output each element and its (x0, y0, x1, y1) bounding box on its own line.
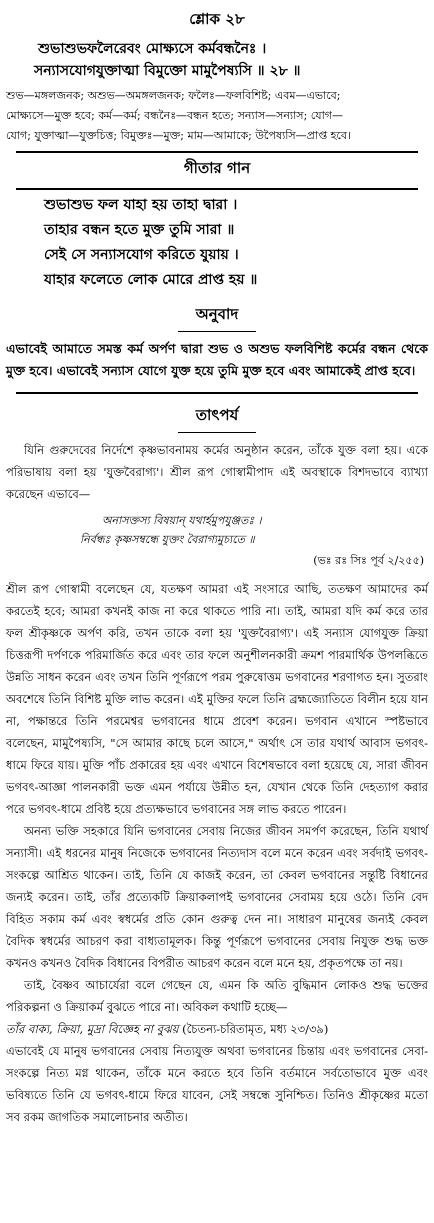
song-line-3: সেই সে সন্যাসযোগ করিতে যুয়ায় । (44, 247, 239, 263)
translation-heading-wrap (6, 303, 428, 332)
translation-heading: অনুবাদ (178, 303, 257, 332)
synonyms-line-2: মোক্ষ্যসে—মুক্ত হবে; কর্ম—কর্ম; বন্ধনৈঃ—বন্ধন হতে; সন্যাস—সন্যাস; যোগ— (6, 109, 343, 122)
song-line-2: তাহার বন্ধন হতে মুক্ত তুমি সারা ॥ (44, 222, 235, 238)
purport-paragraph-2: শ্রীল রূপ গোস্বামী বলেছেন যে, যতক্ষণ আমরা এই সংসারে আছি, ততক্ষণ আমাদের কর্ম করতেই হবে; আমরা কখনই কাজ না করে থাকতে পারি না। তাই, আমরা যদি কর্ম করে তার ফল শ্রীকৃষ্ণকে অর্পণ করি, তখন তাকে বলা হয় 'যুক্তবৈরাগ্য'। এই সন্যাস যোগযুক্ত ক্রিয়া চিত্তরূপী দর্পণকে পরিমার্জিত করে এবং তার ফলে অনুশীলনকারী ক্রমশ পারমার্থিক উপলব্ধিতে উন্নতি সাধন করেন এবং তখন তিনি পূর্ণরূপে পরম পুরুষোত্তম ভগবানের শরণাগত হন। সুতরাং অবশেষে তিনি বিশিষ্ট মুক্তি লাভ করেন। এই মুক্তির ফলে তিনি ব্রহ্মজ্যোতিতে বিলীন হয়ে যান না, পক্ষান্তরে তিনি পরমেশ্বর ভগবানের ধামে প্রবেশ করেন। ভগবান এখানে স্পষ্টভাবে বলেছেন, মামুপৈষ্যসি, "সে আমার কাছে চলে আসে," অর্থাৎ সে তার যথার্থ আবাস ভগবৎ-ধামে ফিরে যায়। মুক্তি পাঁচ প্রকারের হয় এবং এখানে বিশেষভাবে বলা হয়েছে যে, সারা জীবন ভগবৎ-আজ্ঞা পালনকারী ভক্ত এমন পর্যায়ে উন্নীত হন, যেখান থেকে তিনি দেহত্যাগ করার পরে ভগবৎ-ধামে প্রবিষ্ট হয়ে প্রত্যক্ষভাবে ভগবানের সঙ্গ লাভ করতে পারেন। (6, 582, 428, 816)
inline-quote-reference: (চৈতন্য-চরিতামৃত, মধ্য ২৩/৩৯) (182, 1022, 329, 1036)
song-line-4: যাহার ফলেতে লোক মোরে প্রাপ্ত হয় ॥ (44, 272, 258, 288)
purport-quote (6, 511, 428, 549)
quote-line-2: নির্বন্ধঃ কৃষ্ণসম্বন্ধে যুক্তং বৈরাগ্যমুচ্যতে ॥ (80, 533, 255, 546)
purport-heading-wrap (6, 404, 428, 433)
song-line-1: শুভাশুভ ফল যাহা হয় তাহা দ্বারা । (44, 197, 238, 213)
song-verse (6, 193, 428, 293)
purport-paragraph-3: অনন্য ভক্তি সহকারে যিনি ভগবানের সেবায় নিজের জীবন সমর্পণ করেছেন, তিনি যথার্থ সন্যাসী। এই ধরনের মানুষ নিজেকে ভগবানের নিত্যদাস বলে মনে করেন এবং সর্বদাই ভগবৎ-সংকল্পে আশ্রিত থাকেন। তাই, তিনি যে কাজই করেন, তা কেবল ভগবানের সন্তুষ্টি বিধানের জন্যই করেন। তাই, তাঁর প্রত্যেকটি ক্রিয়াকলাপই ভগবানের সেবাময় হয়ে ওঠে। তিনি বেদ বিহিত সকাম কর্ম এবং স্বধর্মের প্রতি কোন গুরুত্ব দেন না। সাধারণ মানুষের জন্যই কেবল বৈদিক স্বধর্মের আচরণ করা বাধ্যতামূলক। কিন্তু পূর্ণরূপে ভগবানের সেবায় নিযুক্ত শুদ্ধ ভক্ত কখনও কখনও বৈদিক বিধানের বিপরীত আচরণ করেন বলে মনে হয়, প্রকৃতপক্ষে তা নয়। (6, 824, 428, 970)
purport-inline-quote (6, 1018, 428, 1040)
section-divider (16, 392, 418, 394)
synonyms-line-1: শুভ—মঙ্গলজনক; অশুভ—অমঙ্গলজনক; ফলৈঃ—ফলবিশিষ্ট; এবম—এভাবে; (6, 89, 341, 102)
synonyms (6, 86, 428, 146)
purport-paragraph-5: এভাবেই যে মানুষ ভগবানের সেবায় নিত্যযুক্ত অথবা ভগবানের চিন্তায় এবং ভগবানের সেবা-সংকল্পে নিত্য মগ্ন থাকেন, তাঁকে মনে করতে হবে তিনি বর্তমানে সর্বতোভাবে মুক্ত এবং ভবিষ্যতে তিনি যে ভগবৎ-ধামে ফিরে যাবেন, সেই সম্বন্ধে সুনিশ্চিত। তিনিও শ্রীকৃষ্ণের মতো সব রকম জাগতিক সমালোচনার অতীত। (6, 1044, 428, 1124)
sanskrit-line-1: শুভাশুভফলৈরেবং মোক্ষ্যসে কর্মবন্ধনৈঃ । (38, 41, 267, 57)
song-heading: গীতার গান (16, 151, 418, 190)
purport-paragraph-1: যিনি গুরুদেবের নির্দেশে কৃষ্ণভাবনাময় কর্মের অনুষ্ঠান করেন, তাঁকে যুক্ত বলা হয়। একে পরিভাষায় বলা হয় 'যুক্তবৈরাগ্য'। শ্রীল রূপ গোস্বামীপাদ এই অবস্থাকে বিশদভাবে ব্যাখ্যা করেছেন এভাবে— (6, 443, 428, 501)
synonyms-line-3: যোগ; যুক্তাত্মা—যুক্তচিত্ত; বিমুক্তঃ—মুক্ত; মাম—আমাকে; উপৈষ্যসি—প্রাপ্ত হবে। (6, 129, 351, 142)
quote-reference: (ভঃ রঃ সিঃ পূর্ব ২/২৫৫) (313, 554, 424, 567)
purport-heading: তাৎপর্য (178, 404, 256, 433)
purport-paragraph-4: তাই, বৈষ্ণব আচার্যেরা বলে গেছেন যে, এমন কি অতি বুদ্ধিমান লোকও শুদ্ধ ভক্তের পরিকল্পনা ও ক্রিয়াকর্ম বুঝতে পারে না। অবিকল কথাটি হচ্ছে— (6, 978, 428, 1014)
purport-body (6, 439, 428, 1128)
quote-line-1: অনাসক্তস্য বিষয়ান্ যথার্হমুপযুঞ্জতঃ । (102, 514, 262, 527)
sloka-heading: শ্লোক ২৮ (189, 10, 245, 28)
translation-text: এভাবেই আমাতে সমস্ত কর্ম অর্পণ দ্বারা শুভ ও অশুভ ফলবিশিষ্ট কর্মের বন্ধন থেকে মুক্ত হবে। এভাবেই সন্যাস যোগে যুক্ত হয়ে তুমি মুক্ত হবে এবং আমাকেই প্রাপ্ত হবে। (6, 341, 428, 378)
sanskrit-line-2: সন্যাসযোগযুক্তাত্মা বিমুক্তো মামুপৈষ্যসি ॥ ২৮ ॥ (34, 63, 301, 79)
inline-quote-text: তাঁর বাক্য, ক্রিয়া, মুদ্রা বিজ্ঞেহ না বুঝয় (6, 1022, 179, 1036)
